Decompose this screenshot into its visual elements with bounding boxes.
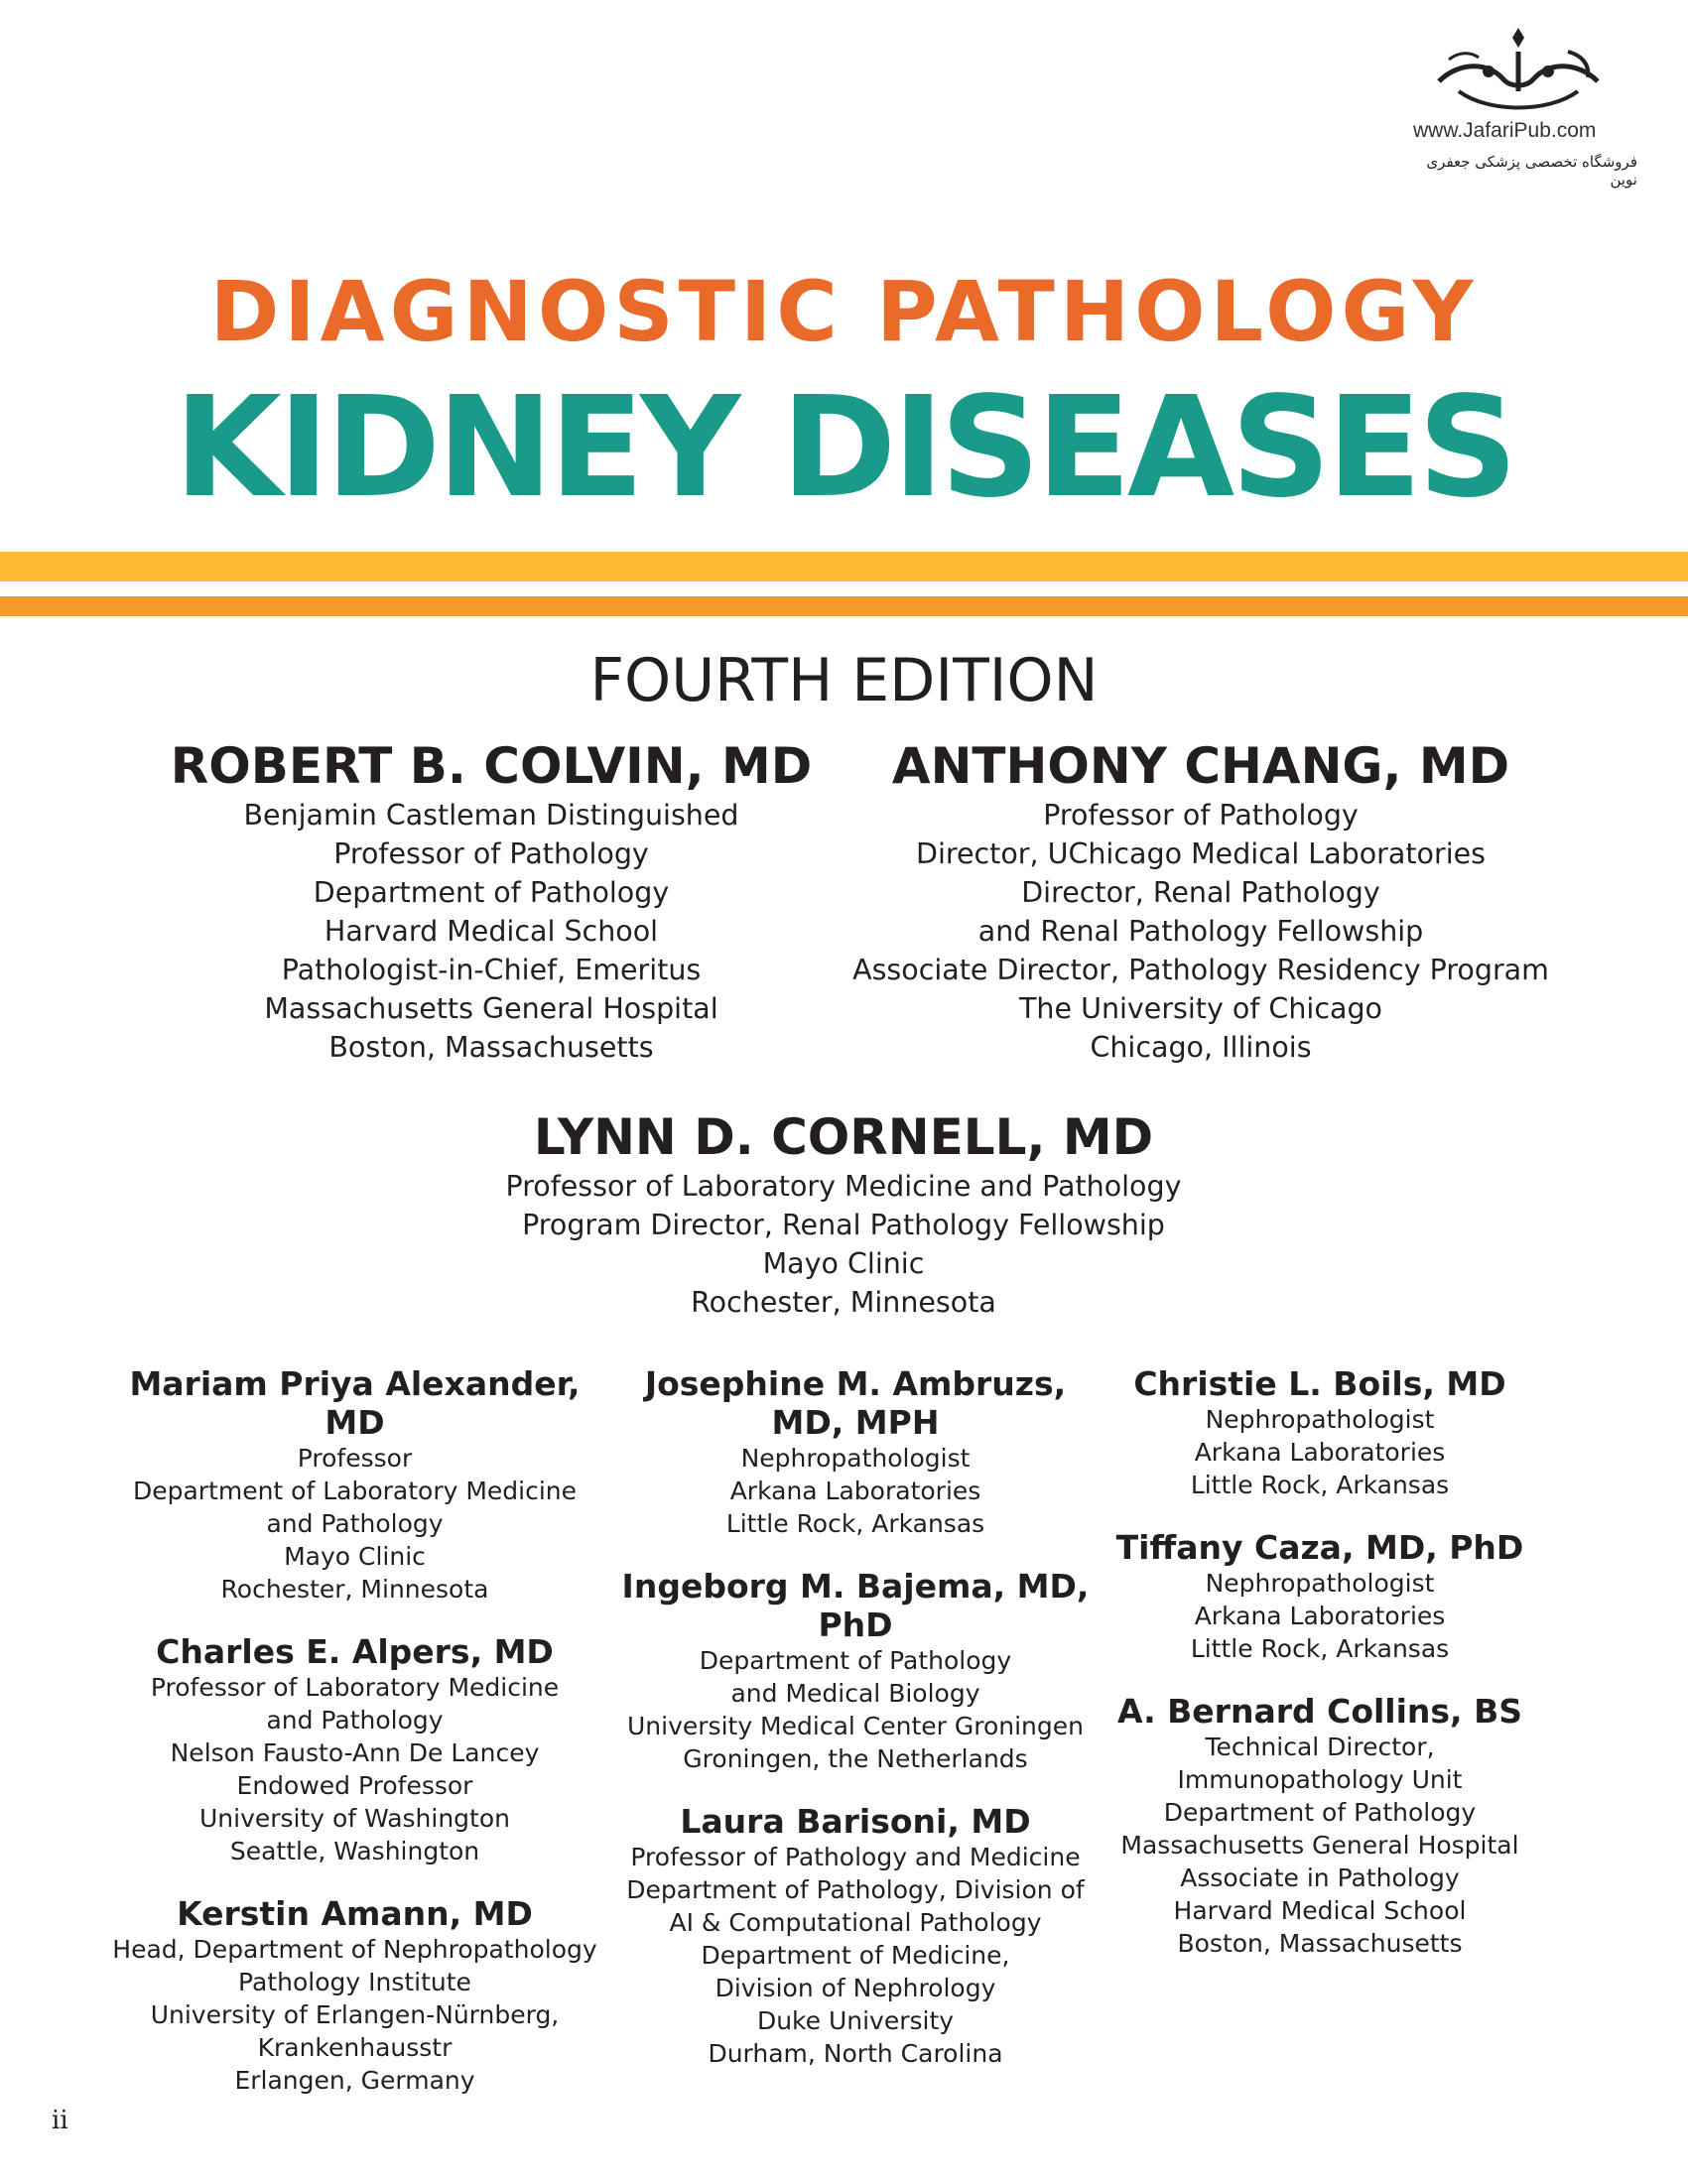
editor-block — [347, 1109, 1340, 1322]
contributors-column-2 — [607, 1364, 1104, 2097]
editor-affiliation: Director, UChicago Medical Laboratories — [916, 836, 1486, 870]
contributor-entry — [99, 1364, 610, 1606]
page-number: ii — [52, 2106, 68, 2135]
contributor-affiliation: Division of Nephrology — [714, 1974, 996, 2002]
contributor-affiliation: Erlangen, Germany — [234, 2066, 475, 2095]
contributor-entry — [607, 1802, 1104, 2070]
contributor-affiliation: Nephropathologist — [1205, 1405, 1435, 1434]
contributor-affiliation: and Pathology — [266, 1706, 444, 1734]
contributor-affiliation: Krankenhausstr — [257, 2033, 453, 2062]
book-title: KIDNEY DISEASES — [174, 367, 1514, 529]
edition-label: FOURTH EDITION — [589, 646, 1099, 715]
contributor-entry — [99, 1632, 610, 1867]
editor-affiliation: Massachusetts General Hospital — [264, 991, 718, 1025]
contributor-name: Mariam Priya Alexander, MD — [129, 1364, 581, 1442]
contributor-affiliation: Professor — [297, 1444, 413, 1473]
contributor-affiliation: Mayo Clinic — [284, 1542, 426, 1571]
editor-affiliation: Boston, Massachusetts — [328, 1030, 654, 1064]
contributor-affiliation: Technical Director, — [1205, 1733, 1435, 1761]
contributor-affiliation: Little Rock, Arkansas — [1190, 1471, 1450, 1499]
contributor-affiliation: Endowed Professor — [236, 1771, 473, 1800]
contributor-affiliation: Groningen, the Netherlands — [683, 1744, 1028, 1773]
editor-affiliation: Program Director, Renal Pathology Fellowship — [522, 1208, 1165, 1241]
editor-affiliation: Associate Director, Pathology Residency Program — [852, 953, 1549, 986]
contributors-column-3 — [1102, 1364, 1538, 1987]
contributor-affiliation: Boston, Massachusetts — [1177, 1929, 1463, 1958]
title-stripe-lower — [0, 596, 1688, 616]
contributor-affiliation: Arkana Laboratories — [729, 1477, 981, 1505]
contributor-affiliation: Department of Medicine, — [701, 1941, 1010, 1970]
contributor-affiliation: AI & Computational Pathology — [669, 1908, 1042, 1937]
editor-affiliation: Rochester, Minnesota — [691, 1285, 996, 1319]
contributors-column-1 — [99, 1364, 610, 2123]
contributor-entry — [1102, 1528, 1538, 1665]
contributor-affiliation: Head, Department of Nephropathology — [112, 1935, 597, 1964]
contributor-affiliation: Professor of Pathology and Medicine — [630, 1843, 1081, 1871]
contributor-name: Ingeborg M. Bajema, MD, — [621, 1567, 1090, 1606]
editor-affiliation: Director, Renal Pathology — [1021, 875, 1380, 909]
contributor-name: Christie L. Boils, MD — [1133, 1364, 1506, 1403]
contributor-name: MD, MPH — [771, 1403, 940, 1442]
contributor-affiliation: Department of Pathology — [699, 1646, 1012, 1675]
series-title: DIAGNOSTIC PATHOLOGY — [209, 263, 1479, 360]
contributor-affiliation: Nephropathologist — [740, 1444, 971, 1473]
editor-affiliation: Chicago, Illinois — [1090, 1030, 1312, 1064]
editor-block — [149, 738, 834, 1067]
editor-block — [848, 738, 1553, 1067]
contributor-entry — [607, 1364, 1104, 1540]
contributor-name: Tiffany Caza, MD, PhD — [1115, 1528, 1524, 1567]
editor-affiliation: Pathologist-in-Chief, Emeritus — [281, 953, 702, 986]
editor-affiliation: Harvard Medical School — [324, 914, 659, 948]
contributor-affiliation: Duke University — [756, 2006, 955, 2035]
contributor-affiliation: Harvard Medical School — [1173, 1896, 1467, 1925]
contributor-affiliation: Arkana Laboratories — [1194, 1602, 1446, 1630]
editor-affiliation: The University of Chicago — [1019, 991, 1382, 1025]
contributor-name: Charles E. Alpers, MD — [156, 1632, 554, 1671]
contributor-name: Josephine M. Ambruzs, — [644, 1364, 1067, 1403]
publisher-url[interactable]: www.JafariPub.com — [1413, 119, 1597, 142]
contributor-name: PhD — [818, 1606, 893, 1644]
contributor-affiliation: Immunopathology Unit — [1177, 1765, 1463, 1794]
contributor-name: Laura Barisoni, MD — [680, 1802, 1031, 1841]
editor-name: LYNN D. CORNELL, MD — [533, 1108, 1154, 1166]
contributor-affiliation: Professor of Laboratory Medicine — [150, 1673, 560, 1702]
contributor-affiliation: Rochester, Minnesota — [220, 1575, 489, 1604]
contributor-affiliation: and Medical Biology — [730, 1679, 980, 1708]
contributor-affiliation: Little Rock, Arkansas — [1190, 1634, 1450, 1663]
contributor-affiliation: Seattle, Washington — [229, 1837, 480, 1865]
editor-affiliation: Department of Pathology — [313, 875, 670, 909]
editor-affiliation: Professor of Laboratory Medicine and Pathology — [505, 1169, 1182, 1203]
editor-name: ANTHONY CHANG, MD — [891, 737, 1510, 795]
contributor-affiliation: Durham, North Carolina — [708, 2039, 1003, 2068]
contributor-affiliation: Pathology Institute — [238, 1968, 471, 1996]
editor-affiliation: Benjamin Castleman Distinguished — [243, 798, 739, 832]
editor-affiliation: Mayo Clinic — [762, 1246, 925, 1280]
publisher-logo — [1399, 22, 1637, 189]
publisher-tagline: فروشگاه تخصصی پزشکی جعفری نوین — [1426, 153, 1637, 189]
contributor-entry — [1102, 1692, 1538, 1960]
contributor-affiliation: University of Washington — [198, 1804, 510, 1833]
contributor-affiliation: Department of Laboratory Medicine — [132, 1477, 578, 1505]
contributor-affiliation: Associate in Pathology — [1180, 1863, 1460, 1892]
contributor-affiliation: and Pathology — [266, 1509, 444, 1538]
contributor-name: Kerstin Amann, MD — [177, 1894, 533, 1933]
contributor-name: A. Bernard Collins, BS — [1116, 1692, 1523, 1731]
contributor-affiliation: Massachusetts General Hospital — [1120, 1831, 1519, 1860]
editor-affiliation: Professor of Pathology — [1043, 798, 1359, 832]
contributor-affiliation: Nephropathologist — [1205, 1569, 1435, 1598]
contributor-affiliation: Little Rock, Arkansas — [725, 1509, 985, 1538]
contributor-affiliation: Department of Pathology, Division of — [626, 1875, 1085, 1904]
editor-affiliation: and Renal Pathology Fellowship — [977, 914, 1424, 948]
calligraphy-logo-icon — [1419, 22, 1618, 117]
editor-affiliation: Professor of Pathology — [333, 836, 649, 870]
contributor-affiliation: Nelson Fausto-Ann De Lancey — [170, 1738, 540, 1767]
contributor-affiliation: Department of Pathology — [1163, 1798, 1477, 1827]
contributor-affiliation: Arkana Laboratories — [1194, 1438, 1446, 1467]
title-stripe-upper — [0, 552, 1688, 581]
contributor-affiliation: University of Erlangen-Nürnberg, — [150, 2000, 560, 2029]
contributor-affiliation: University Medical Center Groningen — [627, 1712, 1084, 1740]
editor-name: ROBERT B. COLVIN, MD — [170, 737, 813, 795]
contributor-entry — [607, 1567, 1104, 1775]
contributor-entry — [99, 1894, 610, 2097]
contributor-entry — [1102, 1364, 1538, 1501]
